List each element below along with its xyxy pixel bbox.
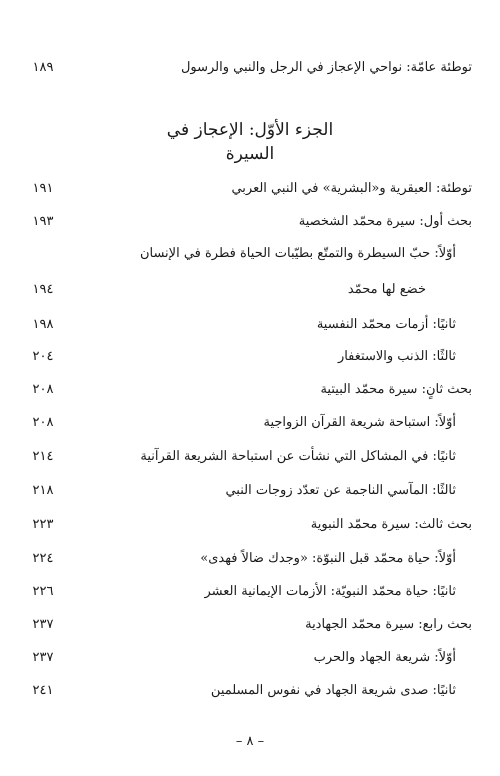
toc-entry-title: ثالثًا: الذنب والاستغفار xyxy=(337,349,456,364)
toc-entry-page: ١٩١ xyxy=(32,181,54,196)
toc-entry-title: توطئة عامّة: نواحي الإعجاز في الرجل والنبي والرسول xyxy=(180,60,472,75)
toc-entry-page: ٢٠٨ xyxy=(32,415,54,430)
toc-entry-page: ٢٣٧ xyxy=(32,650,54,665)
toc-entry-page: ١٩٤ xyxy=(32,282,54,297)
toc-entry-page: ٢٢٤ xyxy=(32,551,54,566)
toc-entry-title: خضع لها محمّد xyxy=(347,282,426,297)
page-number: – ٨ – xyxy=(235,734,265,749)
toc-entry-page: ٢٠٨ xyxy=(32,382,54,397)
toc-entry-page: ٢٣٧ xyxy=(32,617,54,632)
toc-entry-page: ١٨٩ xyxy=(32,60,54,75)
toc-entry-page: ٢٢٣ xyxy=(32,517,54,532)
toc-entry-page: ٢٢٦ xyxy=(32,584,54,599)
toc-entry-page: ١٩٣ xyxy=(32,214,54,229)
toc-entry-title: بحث ثالث: سيرة محمّد النبوية xyxy=(310,517,472,532)
toc-entry-title: ثالثًا: المآسي الناجمة عن تعدّد زوجات النبي xyxy=(225,483,456,498)
toc-entry-title: توطئة: العبقرية و«البشرية» في النبي العربي xyxy=(231,181,472,196)
toc-entry-title: ثانيًا: أزمات محمّد النفسية xyxy=(316,317,456,332)
toc-entry-title: بحث ثانٍ: سيرة محمّد البيتية xyxy=(320,382,472,397)
toc-entry-title: بحث أول: سيرة محمّد الشخصية xyxy=(298,214,472,229)
toc-entry-title: بحث رابع: سيرة محمّد الجهادية xyxy=(305,617,472,632)
toc-entry-page: ١٩٨ xyxy=(32,317,54,332)
toc-entry-page: ٢٠٤ xyxy=(32,349,54,364)
part-heading: الجزء الأوّل: الإعجاز في السيرة xyxy=(166,120,334,164)
toc-entry-title: أوّلاً: شريعة الجهاد والحرب xyxy=(313,650,456,665)
toc-entry-title: ثانيًا: حياة محمّد النبويّة: الأزمات الإيمانية العشر xyxy=(204,584,456,599)
toc-entry-title: أوّلاً: استباحة شريعة القرآن الزواجية xyxy=(263,415,456,430)
toc-entry-page: ٢١٤ xyxy=(32,449,54,464)
toc-entry-title: أوّلاً: حبّ السيطرة والتمتّع بطيّبات الحياة فطرة في الإنسان xyxy=(139,246,456,261)
toc-entry-page: ٢١٨ xyxy=(32,483,54,498)
toc-entry-title: ثانيًا: صدى شريعة الجهاد في نفوس المسلمين xyxy=(210,683,456,698)
toc-entry-title: أوّلاً: حياة محمّد قبل النبوّة: «وجدك ضالاً فهدى» xyxy=(200,551,456,566)
toc-entry-page: ٢٤١ xyxy=(32,683,54,698)
toc-entry-title: ثانيًا: في المشاكل التي نشأت عن استباحة الشريعة القرآنية xyxy=(140,449,456,464)
